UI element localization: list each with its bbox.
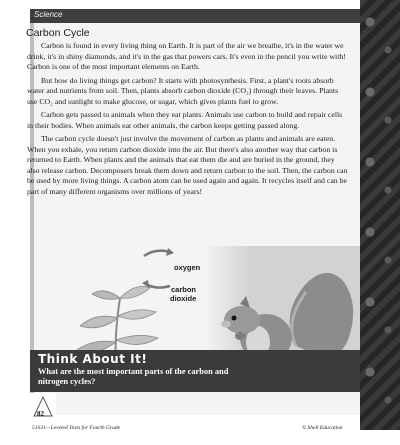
page-number-box (30, 393, 56, 419)
article-body (27, 41, 349, 200)
paragraph: But how do living things get carbon? It starts with photosynthesis. First, a plant's roots absorb water and nutrients from soil. Then, plants absorb carbon dioxide (CO₂) through their leaves. Plants use CO₂ and sunlight to make glucose, or sugar, which gives plants fuel to grow. (27, 75, 339, 106)
paragraph: The carbon cycle doesn't just involve the movement of carbon as plants and animals are eaten. When you exhale, you return carbon dioxide into the air. But there's also another way that carbon is returned to Earth. When plants and the animals that eat them die and are buried in the ground, they also release carbon. Decomposers break them down and return carbon to the soil. Then, the carbon can be used by more living things. A carbon atom can be used again and again. It recycles itself and can be part of many different organisms over millions of years! (27, 134, 348, 196)
footer-left-text: 51631—Leveled Texts for Fourth Grade (32, 425, 121, 431)
decorative-science-border (360, 0, 400, 430)
footer-right-text: © Shell Education (302, 425, 343, 431)
dioxide-label: dioxide (170, 294, 197, 303)
arrow-from-carbon-icon (146, 284, 170, 288)
subject-label: Science (34, 10, 63, 19)
think-question: What are the most important parts of the carbon and nitrogen cycles? (38, 367, 229, 386)
oxygen-label: oxygen (174, 263, 201, 272)
page-number: 82 (37, 410, 44, 418)
carbon-label: carbon (171, 285, 197, 294)
think-title: Think About It! (38, 352, 148, 366)
subject-header-bar (30, 9, 360, 23)
paragraph: Carbon gets passed to animals when they eat plants. Animals use carbon to build and repair cells in their bodies. When animals eat other animals, the carbon keeps getting passed along. (27, 110, 343, 130)
paragraph: Carbon is found in every living thing on Earth. It is part of the air we breathe, it's in the water we drink, it's in shiny diamonds, and it's in the gas that powers cars. It's even in the pencil you write with! Carbon is one of the most important elements on Earth. (27, 41, 346, 71)
think-about-it-box (30, 350, 360, 392)
article-title: Carbon Cycle (26, 27, 90, 39)
arrow-to-oxygen-icon (144, 251, 170, 256)
